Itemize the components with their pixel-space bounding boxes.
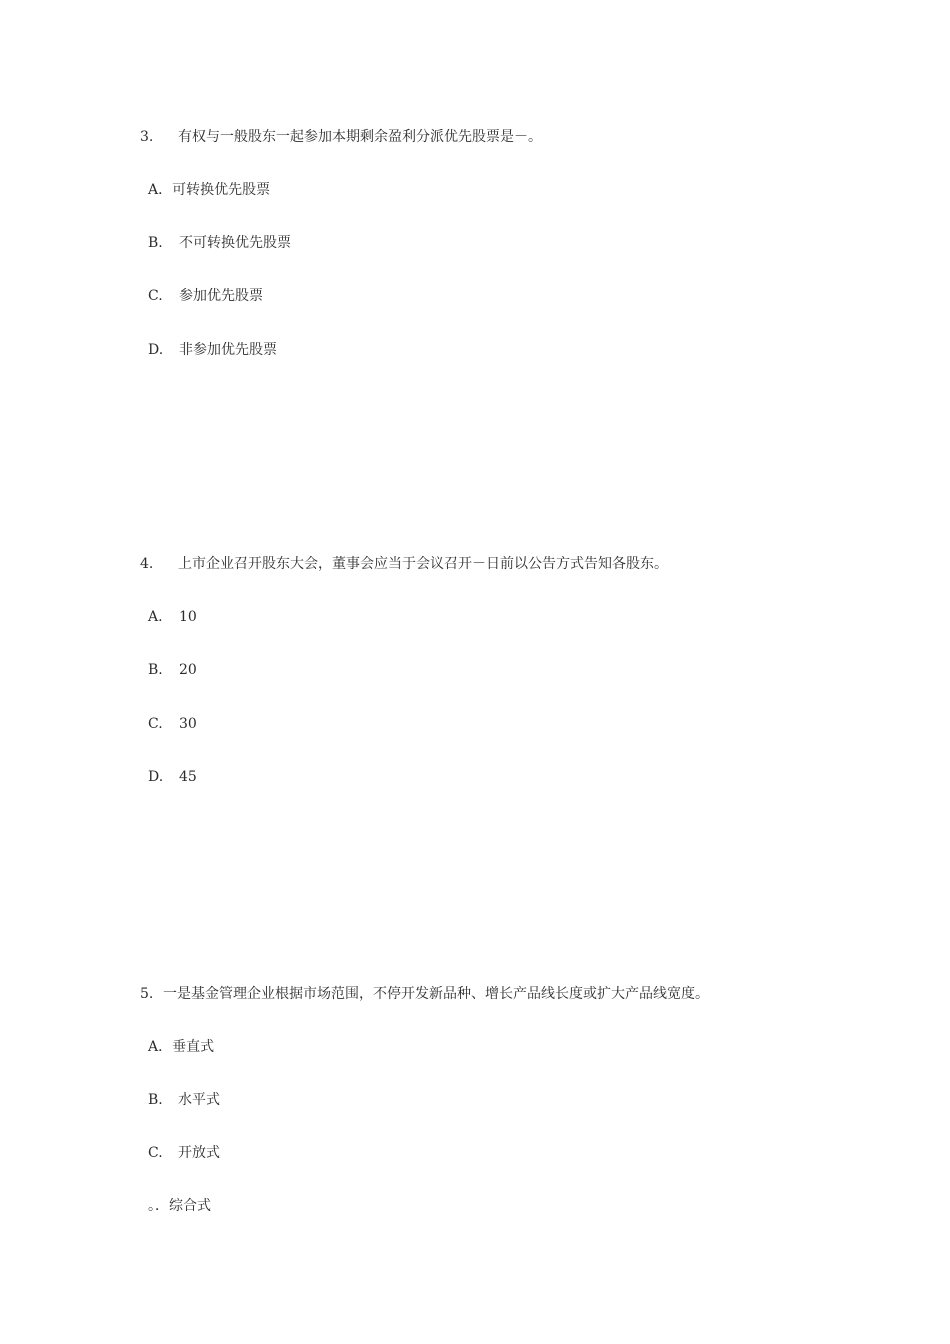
option-letter: C. xyxy=(148,1145,163,1161)
question-number: 5. xyxy=(140,986,154,1002)
option-letter: B. xyxy=(148,1092,163,1108)
option-text: 10 xyxy=(179,609,197,625)
question-text: 一是基金管理企业根据市场范围，不停开发新品种、增长产品线长度或扩大产品线宽度。 xyxy=(163,986,709,1002)
option-text: A．可转换优先股票 xyxy=(148,182,271,198)
question-text: 上市企业召开股东大会，董事会应当于会议召开－日前以公告方式告知各股东。 xyxy=(178,556,668,572)
option-letter: D. xyxy=(148,769,164,785)
option-letter: B. xyxy=(148,235,163,251)
option-text: 。．综合式 xyxy=(148,1198,211,1214)
option-text: 45 xyxy=(179,769,197,785)
option-letter: A. xyxy=(148,609,163,625)
question-number: 4. xyxy=(140,556,154,572)
option-text: 20 xyxy=(179,662,197,678)
option-letter: C. xyxy=(148,716,163,732)
option-text: 开放式 xyxy=(178,1145,220,1161)
option-letter: D. xyxy=(148,342,164,358)
option-text: A．垂直式 xyxy=(148,1039,215,1055)
question-number: 3. xyxy=(140,129,154,145)
option-letter: B. xyxy=(148,662,163,678)
option-text: 非参加优先股票 xyxy=(179,342,277,358)
option-text: 水平式 xyxy=(178,1092,220,1108)
option-text: 30 xyxy=(179,716,197,732)
question-text: 有权与一般股东一起参加本期剩余盈利分派优先股票是－。 xyxy=(178,129,542,145)
option-letter: C. xyxy=(148,288,163,304)
option-text: 参加优先股票 xyxy=(179,288,263,304)
option-text: 不可转换优先股票 xyxy=(179,235,291,251)
